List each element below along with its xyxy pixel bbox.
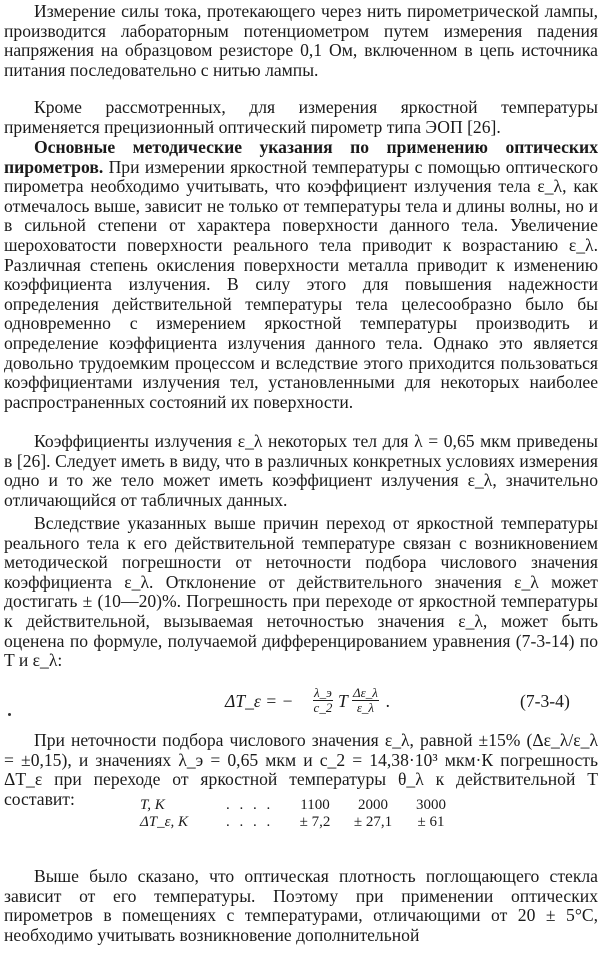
table-row-temperature: [140, 797, 460, 814]
formula-fraction-lambda: [313, 686, 333, 715]
formula-temperature: T: [338, 691, 348, 711]
row-label: T, К: [140, 797, 165, 813]
paragraph-glass-density: Выше было сказано, что оптическая плотность поглощающего стекла зависит от его температуры. Поэтому при применении оптических пирометров в помещениях с температурами, отличающими от 20 ± 5°С, необходимо учитывать возникновение дополнительной: [4, 866, 598, 945]
fraction-numerator: Δε_λ: [353, 685, 378, 700]
formula-fraction-epsilon: [352, 686, 379, 715]
formula-lhs: ΔT_ε = −: [225, 691, 294, 711]
table-cell: 3000: [416, 797, 446, 813]
formula-period: .: [386, 691, 391, 711]
error-values-table: [140, 797, 460, 831]
fraction-denominator: ε_λ: [356, 700, 375, 715]
leader-dots: . . . .: [226, 814, 274, 830]
equation-number: (7-3-4): [520, 691, 570, 711]
margin-dot: [8, 713, 11, 716]
table-cell: ± 27,1: [353, 814, 393, 830]
paragraph-method-error: Вследствие указанных выше причин переход от яркостной температуры реального тела к его действительной температуре связан с возникновением методической погрешности от неточности подбора числового значения коэффициента ε_λ. Отклонение от действительного значения ε_λ может достигать ± (10—20)%. Погрешность при переходе от яркостной температуры к действительной, вызываемая неточностью значения ε_λ, может быть оценена по формуле, получаемой дифференцированием уравнения (7-3-14) по T и ε_λ:: [4, 513, 598, 671]
paragraph-emissivity-coefficients: Коэффициенты излучения ε_λ некоторых тел для λ = 0,65 мкм приведены в [26]. Следует иметь в виду, что в различных конкретных условиях измерения одно и то же тело может иметь коэффициент излучения ε_λ, значительно отличающийся от табличных данных.: [4, 431, 598, 510]
equation-7-3-4: [0, 685, 600, 724]
leader-dots: . . . .: [226, 797, 274, 813]
table-cell: ± 61: [417, 814, 445, 830]
paragraph-method-guidelines: [4, 138, 598, 412]
section-text: При измерении яркостной температуры с помощью оптического пирометра необходимо учитывать, что коэффициент излучения тела ε_λ, как отмечалось выше, зависит не только от температуры тела и длины волны, но и в сильной степени от характера поверхности данного тела. Увеличение шероховатости поверхности реального тела приводит к возрастанию ε_λ. Различная степень окисления поверхности металла приводит к изменению коэффициента излучения. В силу этого для повышения надежности определения действительной температуры тела целесообразно было бы одновременно с измерением яркостной температуры производить и определение коэффициента излучения данного тела. Однако это является довольно трудоемким процессом и вследствие этого приходится пользоваться коэффициентами излучения тел, установленными для некоторых наиболее распространенных состояний их поверхности.: [4, 156, 598, 412]
fraction-numerator: λ_э: [314, 685, 332, 700]
paragraph-eop-pyrometer: Кроме рассмотренных, для измерения яркостной температуры применяется прецизионный оптический пирометр типа ЭОП [26].: [4, 97, 598, 137]
section-heading: Основные методические указания по применению оптических пирометров.: [4, 137, 598, 177]
table-cell: ± 7,2: [299, 814, 331, 830]
table-cell: 1100: [300, 797, 330, 813]
table-cell: 2000: [358, 797, 388, 813]
paragraph-error-example: При неточности подбора числового значения ε_λ, равной ±15% (Δε_λ/ε_λ = ±0,15), и значениях λ_э = 0,65 мкм и c_2 = 14,38·10³ мкм·К погрешность ΔT_ε при переходе от яркостной температуры θ_λ к действительной T составит:: [4, 730, 598, 809]
table-row-error: [140, 814, 460, 831]
paragraph-current-measurement: Измерение силы тока, протекающего через нить пирометрической лампы, производится лабораторным потенциометром путем измерения падения напряжения на образцовом резисторе 0,1 Ом, включенном в цепь источника питания последовательно с нитью лампы.: [4, 1, 598, 80]
fraction-denominator: c_2: [313, 700, 333, 715]
row-label: ΔT_ε, К: [140, 814, 189, 830]
